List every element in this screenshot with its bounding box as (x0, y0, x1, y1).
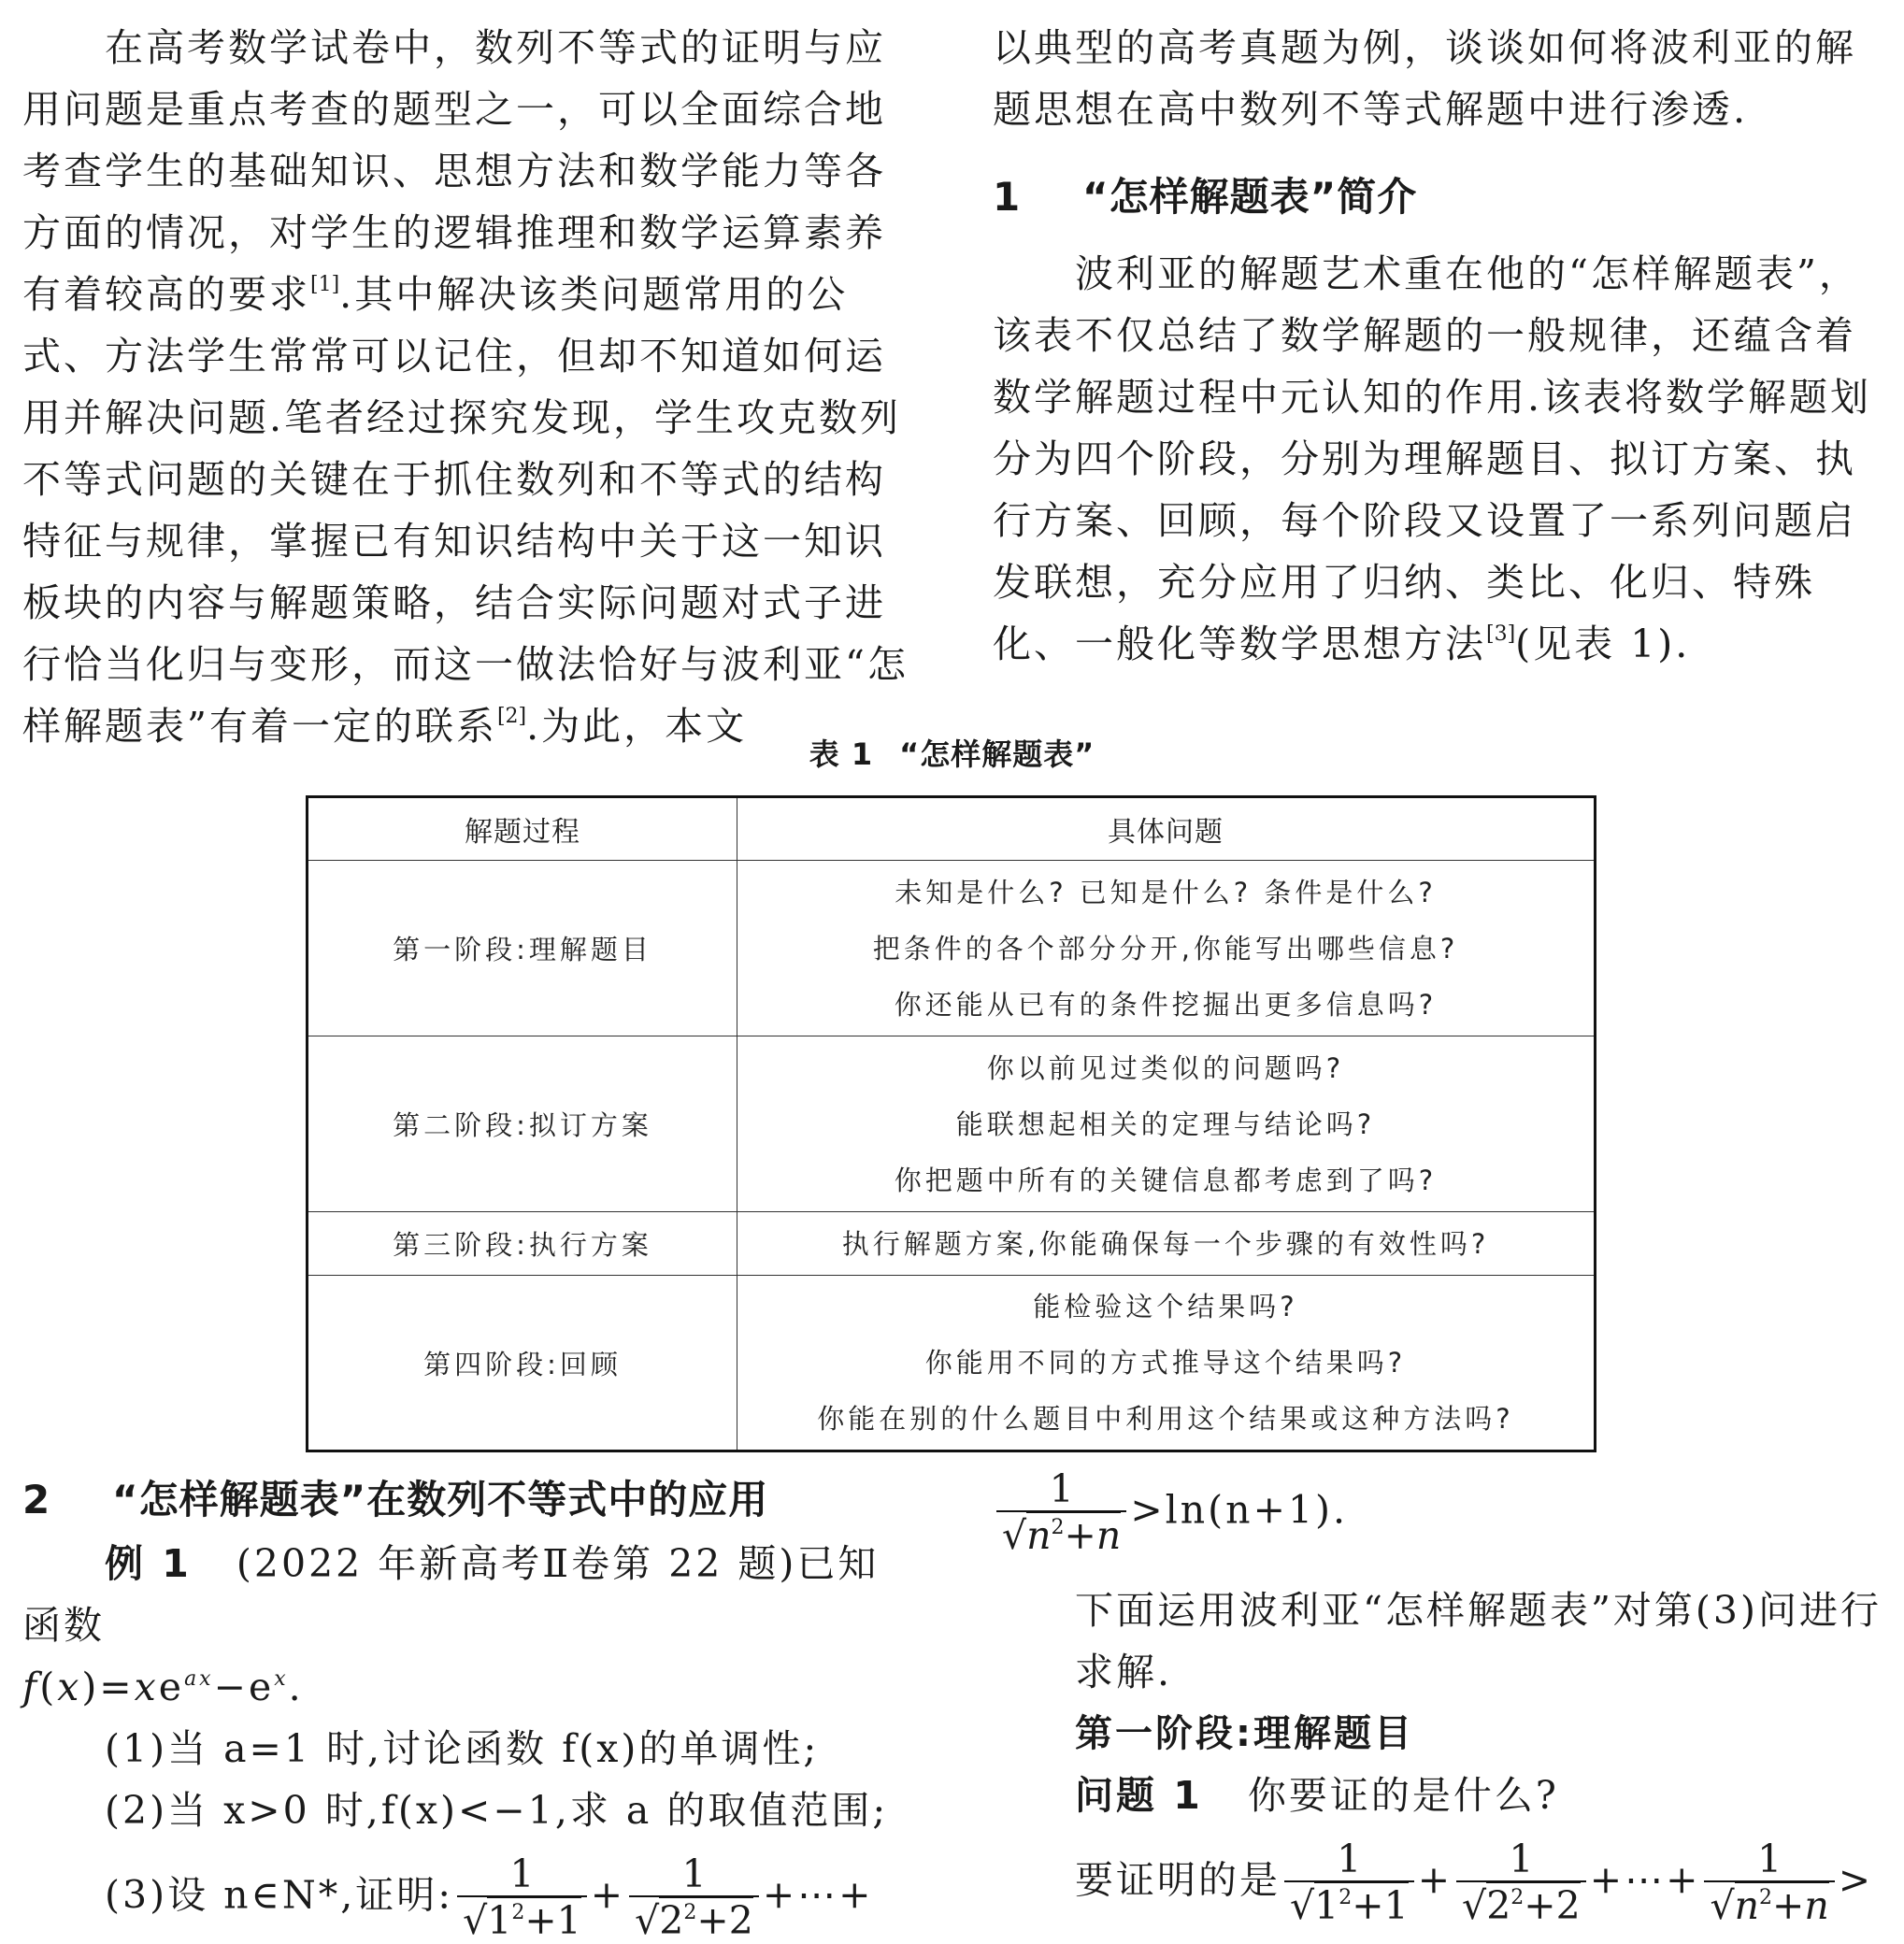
function-definition: $f(x)=xe^{ax}-e^x$. (22, 1665, 304, 1709)
table-row (308, 1276, 1596, 1451)
table-row (308, 1212, 1596, 1276)
citation-3[interactable]: [3] (1486, 622, 1516, 646)
table-caption: 表 1 “怎样解题表” (809, 736, 1095, 772)
citation-2[interactable]: [2] (496, 705, 527, 728)
questions-cell: 能检验这个结果吗? 你能用不同的方式推导这个结果吗? 你能在别的什么题目中利用这个结果或这种方法吗? (737, 1276, 1596, 1451)
inequality-continuation: $\frac{1}{√n^2+n}$ >ln(n+1). (993, 1467, 1890, 1559)
question-part-3: (3)设 n∈N*,证明: $\frac{1}{√1^2+1}$ + $\frac{1}{√2^2+2}$ +⋯+ (105, 1851, 874, 1943)
fraction-term-n: $\frac{1}{√n^2+n}$ (996, 1467, 1126, 1559)
questions-cell: 执行解题方案,你能确保每一个步骤的有效性吗? (737, 1212, 1596, 1276)
stage-cell: 第三阶段:执行方案 (308, 1212, 737, 1276)
prove-statement: 要证明的是 $\frac{1}{√1^2+1}$ + $\frac{1}{√2^2+2}$ +⋯+ $\frac{1}{√n^2+n}$ > (1075, 1837, 1874, 1928)
question-1: 问题 1 你要证的是什么? (1075, 1773, 1559, 1818)
polya-table (306, 795, 1596, 1452)
table-row (308, 1036, 1596, 1212)
citation-1[interactable]: [1] (310, 273, 340, 296)
table-header-cell: 具体问题 (737, 797, 1596, 861)
section-2-right (993, 1467, 1890, 1929)
question-part-2: (2)当 x>0 时,f(x)<−1,求 a 的取值范围; (105, 1788, 889, 1833)
section-2-left (22, 1467, 920, 1944)
table-header-row (308, 797, 1596, 861)
stage-cell: 第二阶段:拟订方案 (308, 1036, 737, 1212)
table-row (308, 861, 1596, 1036)
fraction-term-1: $\frac{1}{√1^2+1}$ (457, 1852, 587, 1944)
intro-right-column (993, 17, 1890, 675)
table-header-cell: 解题过程 (308, 797, 737, 861)
intro-paragraph: 在高考数学试卷中，数列不等式的证明与应用问题是重点考查的题型之一，可以全面综合地考查学生的基础知识、思想方法和数学能力等各方面的情况，对学生的逻辑推理和数学运算素养有着较高的要求[1].其中解决该类问题常用的公式、方法学生常常可以记住，但却不知道如何运用并解决问题.笔者经过探究发现，学生攻克数列不等式问题的关键在于抓住数列和不等式的结构特征与规律，掌握已有知识结构中关于这一知识板块的内容与解题策略，结合实际问题对式子进行恰当化归与变形，而这一做法恰好与波利亚“怎样解题表”有着一定的联系[2].为此，本文 (22, 25, 909, 749)
solve-intro: 下面运用波利亚“怎样解题表”对第(3)问进行求解. (1075, 1588, 1882, 1694)
stage-1-heading: 第一阶段:理解题目 (1075, 1712, 1414, 1755)
question-part-1: (1)当 a=1 时,讨论函数 f(x)的单调性; (105, 1726, 820, 1771)
example-1-intro: 例 1 (2022 年新高考Ⅱ卷第 22 题)已知函数 (22, 1541, 880, 1648)
section-1-heading: 1 “怎样解题表”简介 (993, 174, 1418, 220)
intro-paragraph-continued: 以典型的高考真题为例，谈谈如何将波利亚的解题思想在高中数列不等式解题中进行渗透. (993, 25, 1856, 132)
intro-left-column (22, 17, 920, 757)
questions-cell: 未知是什么? 已知是什么? 条件是什么? 把条件的各个部分分开,你能写出哪些信息? 你还能从已有的条件挖掘出更多信息吗? (737, 861, 1596, 1036)
section-1-paragraph: 波利亚的解题艺术重在他的“怎样解题表”，该表不仅总结了数学解题的一般规律，还蕴含着数学解题过程中元认知的作用.该表将数学解题划分为四个阶段，分别为理解题目、拟订方案、执行方案、回顾，每个阶段又设置了一系列问题启发联想，充分应用了归纳、类比、化归、特殊化、一般化等数学思想方法[3](见表 1). (993, 251, 1872, 666)
questions-cell: 你以前见过类似的问题吗? 能联想起相关的定理与结论吗? 你把题中所有的关键信息都考虑到了吗? (737, 1036, 1596, 1212)
section-2-heading: 2 “怎样解题表”在数列不等式中的应用 (22, 1477, 769, 1522)
stage-cell: 第一阶段:理解题目 (308, 861, 737, 1036)
fraction-term-2: $\frac{1}{√2^2+2}$ (629, 1852, 759, 1944)
stage-cell: 第四阶段:回顾 (308, 1276, 737, 1451)
